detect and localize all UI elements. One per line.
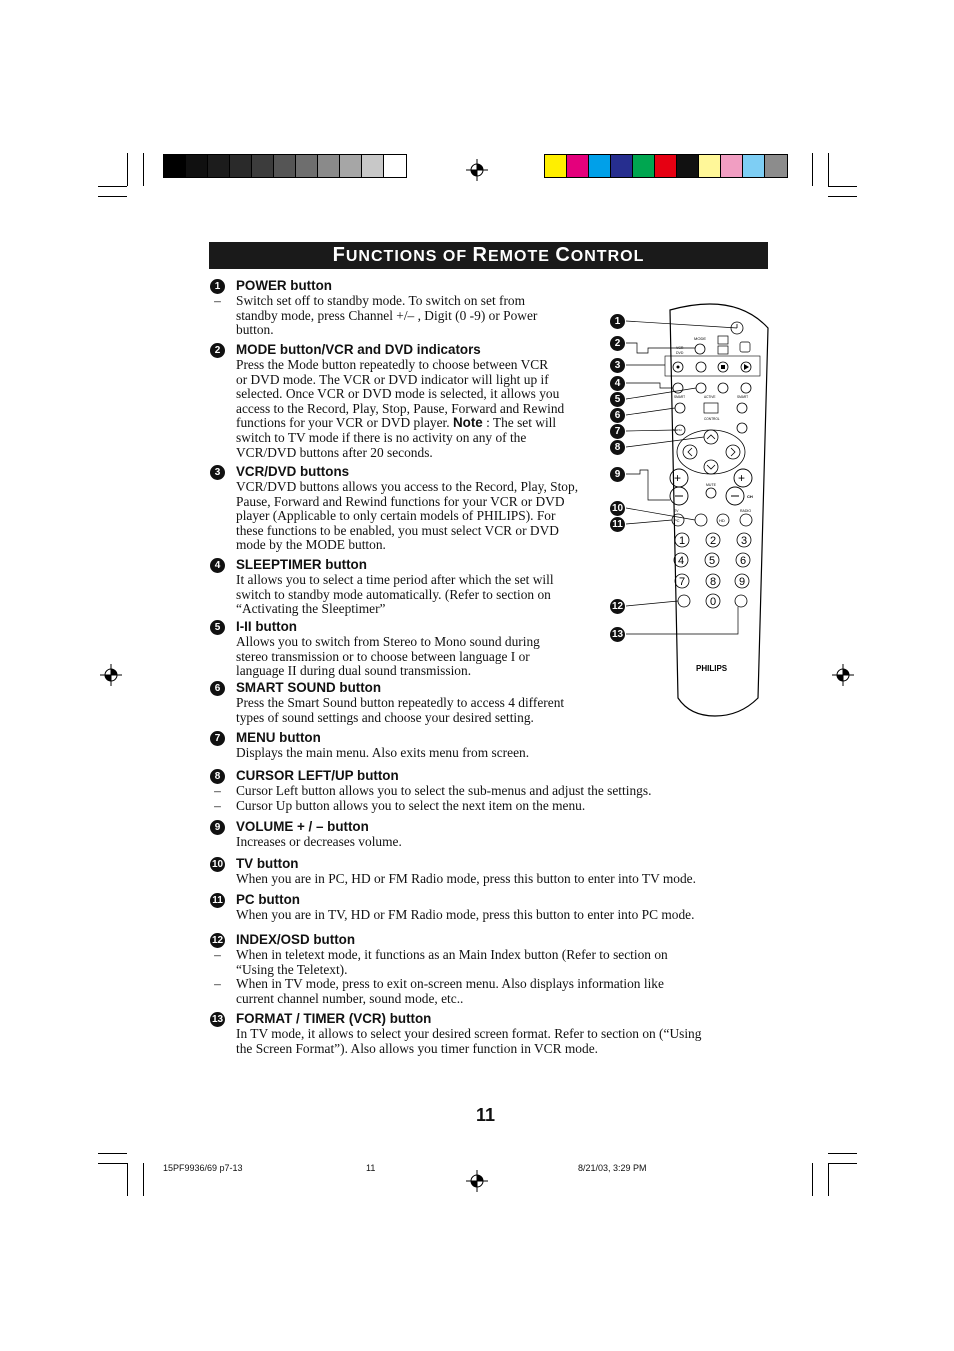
title-part: R bbox=[472, 244, 488, 266]
callout-number: 4 bbox=[610, 376, 625, 391]
item-title: MODE button/VCR and DVD indicators bbox=[236, 342, 481, 357]
line-text: these functions to be enabled, you must select VCR or DVD bbox=[236, 522, 559, 538]
line-text: “Activating the Sleeptimer” bbox=[236, 601, 386, 617]
title-part: F bbox=[332, 244, 346, 266]
description-line bbox=[236, 373, 606, 388]
footer-right: 8/21/03, 3:29 PM bbox=[578, 1163, 647, 1173]
line-text: access to the Record, Play, Stop, Pause, Forward and Rewind bbox=[236, 400, 565, 416]
line-text: or DVD mode. The VCR or DVD indicator will light up if bbox=[236, 371, 549, 387]
description-line bbox=[236, 835, 756, 850]
item-title: VCR/DVD buttons bbox=[236, 464, 350, 479]
line-text: Displays the main menu. Also exits menu from screen. bbox=[236, 745, 530, 760]
crop-mark bbox=[828, 196, 857, 197]
description-line bbox=[236, 1027, 756, 1042]
digit-label: 3 bbox=[740, 535, 748, 547]
description-line bbox=[236, 746, 606, 761]
description-line bbox=[236, 446, 606, 461]
item-number-badge: 2 bbox=[210, 343, 225, 358]
item-description bbox=[236, 1027, 756, 1056]
remote-label: VCR bbox=[676, 346, 684, 350]
remote-label: CONTROL bbox=[704, 417, 720, 421]
color-calibration-bar bbox=[544, 154, 788, 178]
callout-number: 9 bbox=[610, 467, 625, 482]
remote-label: RADIO bbox=[740, 509, 752, 513]
line-text: VCR/DVD buttons after 20 seconds. bbox=[236, 444, 433, 460]
description-line bbox=[236, 963, 756, 978]
bullet-dash: – bbox=[214, 947, 221, 962]
line-text: selected. Once VCR or DVD mode is selected, it allows you bbox=[236, 386, 560, 402]
item-title: SLEEPTIMER button bbox=[236, 557, 367, 572]
title-part: C bbox=[555, 244, 571, 266]
remote-body bbox=[670, 304, 768, 716]
line-text: In TV mode, it allows to select your desired screen format. Refer to section on (“Using bbox=[236, 1026, 702, 1041]
item-description bbox=[236, 635, 606, 679]
callout-number: 12 bbox=[611, 601, 624, 612]
description-line bbox=[214, 947, 756, 963]
description-line bbox=[236, 323, 606, 338]
color-swatch bbox=[677, 155, 699, 177]
description-line bbox=[236, 358, 606, 373]
footer-center: 11 bbox=[366, 1163, 376, 1173]
color-swatch bbox=[699, 155, 721, 177]
color-swatch bbox=[340, 155, 362, 177]
remote-label: PC bbox=[674, 518, 680, 523]
remote-label: ACTIVE bbox=[704, 395, 716, 399]
color-swatch bbox=[721, 155, 743, 177]
color-swatch bbox=[252, 155, 274, 177]
description-line bbox=[236, 402, 606, 417]
remote-label: SMART bbox=[737, 395, 749, 399]
line-text: Cursor Up button allows you to select the next item on the menu. bbox=[236, 797, 586, 813]
remote-label: MENU bbox=[673, 428, 682, 432]
digit-label: 6 bbox=[739, 555, 747, 567]
color-swatch bbox=[362, 155, 384, 177]
line-text: When in teletext mode, it functions as an Main Index button (Refer to section on bbox=[236, 947, 668, 962]
line-text: switch to standby mode automatically. (Refer to section on bbox=[236, 586, 551, 602]
line-text: types of sound settings and choose your desired setting. bbox=[236, 709, 534, 725]
callout-number: 10 bbox=[611, 503, 624, 514]
description-line bbox=[236, 908, 756, 923]
callout-number: 7 bbox=[610, 424, 625, 439]
line-text: button. bbox=[236, 322, 274, 338]
remote-label: MUTE bbox=[706, 483, 716, 487]
svg-text:+: + bbox=[674, 471, 682, 485]
item-number-badge: 3 bbox=[210, 465, 225, 480]
line-text: Switch set off to standby mode. To switch on set from bbox=[236, 293, 526, 308]
digit-label: 7 bbox=[678, 576, 686, 588]
description-line bbox=[236, 602, 606, 617]
callout-number: 1 bbox=[610, 314, 625, 329]
digit-label: 9 bbox=[738, 576, 746, 588]
item-description bbox=[236, 908, 756, 923]
item-number-badge: 7 bbox=[210, 731, 225, 746]
crop-mark bbox=[98, 1163, 127, 1164]
digit-label: 8 bbox=[709, 576, 717, 588]
color-swatch bbox=[164, 155, 186, 177]
color-swatch bbox=[296, 155, 318, 177]
callout-number: 3 bbox=[610, 358, 625, 373]
color-swatch bbox=[208, 155, 230, 177]
item-description bbox=[236, 746, 606, 761]
line-text: Cursor Left button allows you to select the sub-menus and adjust the settings. bbox=[236, 783, 652, 798]
remote-label: MODE bbox=[694, 336, 706, 341]
bullet-dash: – bbox=[214, 783, 221, 798]
color-swatch bbox=[274, 155, 296, 177]
item-title: PC button bbox=[236, 892, 300, 907]
crop-mark bbox=[828, 153, 829, 186]
line-text: standby mode, press Channel +/– , Digit (0 -9) or Power bbox=[236, 307, 538, 323]
line-text: : The set will bbox=[482, 415, 557, 431]
color-swatch bbox=[589, 155, 611, 177]
description-line bbox=[236, 509, 606, 524]
item-title: CURSOR LEFT/UP button bbox=[236, 768, 399, 783]
item-description bbox=[214, 947, 756, 1006]
description-line bbox=[236, 431, 606, 446]
svg-text:+: + bbox=[738, 471, 746, 485]
item-description bbox=[236, 872, 756, 887]
color-swatch bbox=[743, 155, 765, 177]
item-description bbox=[214, 293, 606, 338]
item-number-badge: 1 bbox=[210, 279, 225, 294]
color-swatch bbox=[611, 155, 633, 177]
title-part: EMOTE bbox=[488, 248, 556, 265]
description-line bbox=[236, 696, 606, 711]
page-number: 11 bbox=[476, 1105, 496, 1125]
line-text: Pause, Forward and Rewind functions for your VCR or DVD bbox=[236, 493, 565, 509]
digit-label: 2 bbox=[709, 535, 717, 547]
remote-label: CH bbox=[747, 494, 753, 499]
item-title: FORMAT / TIMER (VCR) button bbox=[236, 1011, 432, 1026]
crop-mark bbox=[828, 1153, 857, 1154]
callout-number: 13 bbox=[611, 629, 624, 640]
crop-mark bbox=[812, 153, 813, 186]
line-text: VCR/DVD buttons allows you access to the Record, Play, Stop, bbox=[236, 479, 579, 494]
gray-calibration-bar bbox=[163, 154, 407, 178]
digit-label: 1 bbox=[678, 535, 686, 547]
description-line bbox=[214, 797, 756, 814]
callout-number: 8 bbox=[610, 440, 625, 455]
remote-label: DVD bbox=[676, 351, 684, 355]
description-line bbox=[236, 573, 606, 588]
item-description bbox=[236, 480, 606, 553]
line-text: Increases or decreases volume. bbox=[236, 834, 402, 849]
item-number-badge: 10 bbox=[211, 859, 224, 870]
remote-label: SMART bbox=[674, 395, 686, 399]
crop-mark bbox=[828, 186, 857, 187]
line-text: the Screen Format”). Also allows you timer function in VCR mode. bbox=[236, 1040, 598, 1056]
description-line bbox=[214, 976, 756, 992]
color-swatch bbox=[186, 155, 208, 177]
description-line bbox=[236, 664, 606, 679]
crop-mark bbox=[127, 153, 128, 186]
line-text: “Using the Teletext). bbox=[236, 961, 348, 977]
crop-mark bbox=[143, 153, 144, 186]
color-swatch bbox=[384, 155, 406, 177]
item-title: SMART SOUND button bbox=[236, 680, 382, 695]
registration-mark-icon bbox=[100, 664, 122, 686]
item-number-badge: 6 bbox=[210, 681, 225, 696]
description-line bbox=[236, 872, 756, 887]
color-swatch bbox=[633, 155, 655, 177]
registration-mark-icon bbox=[832, 664, 854, 686]
item-description bbox=[236, 835, 756, 850]
line-text: stereo transmission or to choose between language I or bbox=[236, 648, 530, 664]
note-label: Note bbox=[452, 415, 483, 431]
digit-label: 0 bbox=[709, 596, 717, 608]
description-line bbox=[236, 992, 756, 1007]
line-text: It allows you to select a time period after which the set will bbox=[236, 572, 554, 587]
description-line bbox=[236, 635, 606, 650]
remote-control-illustration bbox=[600, 298, 800, 718]
crop-mark bbox=[98, 196, 127, 197]
crop-mark bbox=[127, 1163, 128, 1196]
registration-mark-icon bbox=[466, 159, 488, 181]
item-number-badge: 5 bbox=[210, 620, 225, 635]
crop-mark bbox=[812, 1163, 813, 1196]
callout-number: 11 bbox=[610, 517, 625, 532]
line-text: player (Applicable to only certain models of PHILIPS). For bbox=[236, 508, 556, 524]
item-number-badge: 13 bbox=[211, 1014, 224, 1025]
item-title: I-II button bbox=[236, 619, 297, 634]
bullet-dash: – bbox=[214, 797, 221, 813]
description-line bbox=[236, 650, 606, 665]
remote-label: TV bbox=[674, 509, 679, 513]
item-title: INDEX/OSD button bbox=[236, 932, 356, 947]
bullet-dash: – bbox=[214, 293, 221, 308]
bullet-dash: – bbox=[214, 976, 221, 992]
color-swatch bbox=[765, 155, 787, 177]
line-text: When you are in PC, HD or FM Radio mode, press this button to enter into TV mode. bbox=[236, 871, 696, 886]
remote-label: HD bbox=[719, 518, 725, 523]
item-description bbox=[236, 358, 606, 460]
description-line bbox=[214, 293, 606, 309]
description-line bbox=[214, 783, 756, 799]
item-description bbox=[236, 573, 606, 617]
item-description bbox=[236, 696, 606, 725]
description-line bbox=[236, 711, 606, 726]
item-title: MENU button bbox=[236, 730, 321, 745]
line-text: current channel number, sound mode, etc.. bbox=[236, 990, 464, 1006]
description-line bbox=[236, 588, 606, 603]
item-number-badge: 9 bbox=[210, 820, 225, 835]
line-text: When in TV mode, press to exit on-screen menu. Also displays information like bbox=[236, 976, 664, 992]
color-swatch bbox=[567, 155, 589, 177]
description-line bbox=[236, 480, 606, 495]
description-line bbox=[236, 524, 606, 539]
description-line bbox=[236, 416, 606, 431]
item-number-badge: 4 bbox=[210, 558, 225, 573]
brand-logo: PHILIPS bbox=[696, 664, 728, 673]
line-text: functions for your VCR or DVD player. bbox=[236, 415, 450, 431]
line-text: language II during dual sound transmission. bbox=[236, 663, 472, 679]
item-number-badge: 11 bbox=[210, 893, 225, 908]
description-line bbox=[236, 495, 606, 510]
item-title: VOLUME + / – button bbox=[236, 819, 369, 834]
digit-label: 4 bbox=[677, 555, 685, 567]
digit-label: 5 bbox=[708, 555, 716, 567]
color-swatch bbox=[230, 155, 252, 177]
color-swatch bbox=[318, 155, 340, 177]
footer-left: 15PF9936/69 p7-13 bbox=[163, 1163, 243, 1173]
callout-number: 6 bbox=[610, 408, 625, 423]
title-part: ONTROL bbox=[570, 248, 645, 265]
callout-number: 2 bbox=[610, 336, 625, 351]
registration-mark-icon bbox=[466, 1170, 488, 1192]
crop-mark bbox=[828, 1163, 857, 1164]
crop-mark bbox=[98, 186, 127, 187]
line-text: switch to TV mode if there is no activity on any of the bbox=[236, 429, 527, 445]
line-text: Press the Mode button repeatedly to choose between VCR bbox=[236, 357, 549, 372]
line-text: When you are in TV, HD or FM Radio mode, press this button to enter into PC mode. bbox=[236, 907, 695, 922]
crop-mark bbox=[828, 1163, 829, 1196]
color-swatch bbox=[655, 155, 677, 177]
item-title: TV button bbox=[236, 856, 299, 871]
line-text: Allows you to switch from Stereo to Mono sound during bbox=[236, 634, 540, 649]
crop-mark bbox=[98, 1153, 127, 1154]
description-line bbox=[236, 387, 606, 402]
line-text: mode by the MODE button. bbox=[236, 537, 386, 553]
line-text: Press the Smart Sound button repeatedly to access 4 different bbox=[236, 695, 565, 710]
item-number-badge: 12 bbox=[211, 935, 224, 946]
section-header bbox=[209, 242, 768, 269]
item-description bbox=[214, 783, 756, 813]
color-swatch bbox=[545, 155, 567, 177]
page-title bbox=[333, 244, 645, 267]
item-title: POWER button bbox=[236, 278, 332, 293]
item-number-badge: 8 bbox=[210, 769, 225, 784]
description-line bbox=[236, 538, 606, 553]
callout-number: 5 bbox=[610, 392, 625, 407]
title-part: UNCTIONS OF bbox=[345, 248, 473, 265]
description-line bbox=[236, 309, 606, 324]
description-line bbox=[236, 1042, 756, 1057]
crop-mark bbox=[143, 1163, 144, 1196]
